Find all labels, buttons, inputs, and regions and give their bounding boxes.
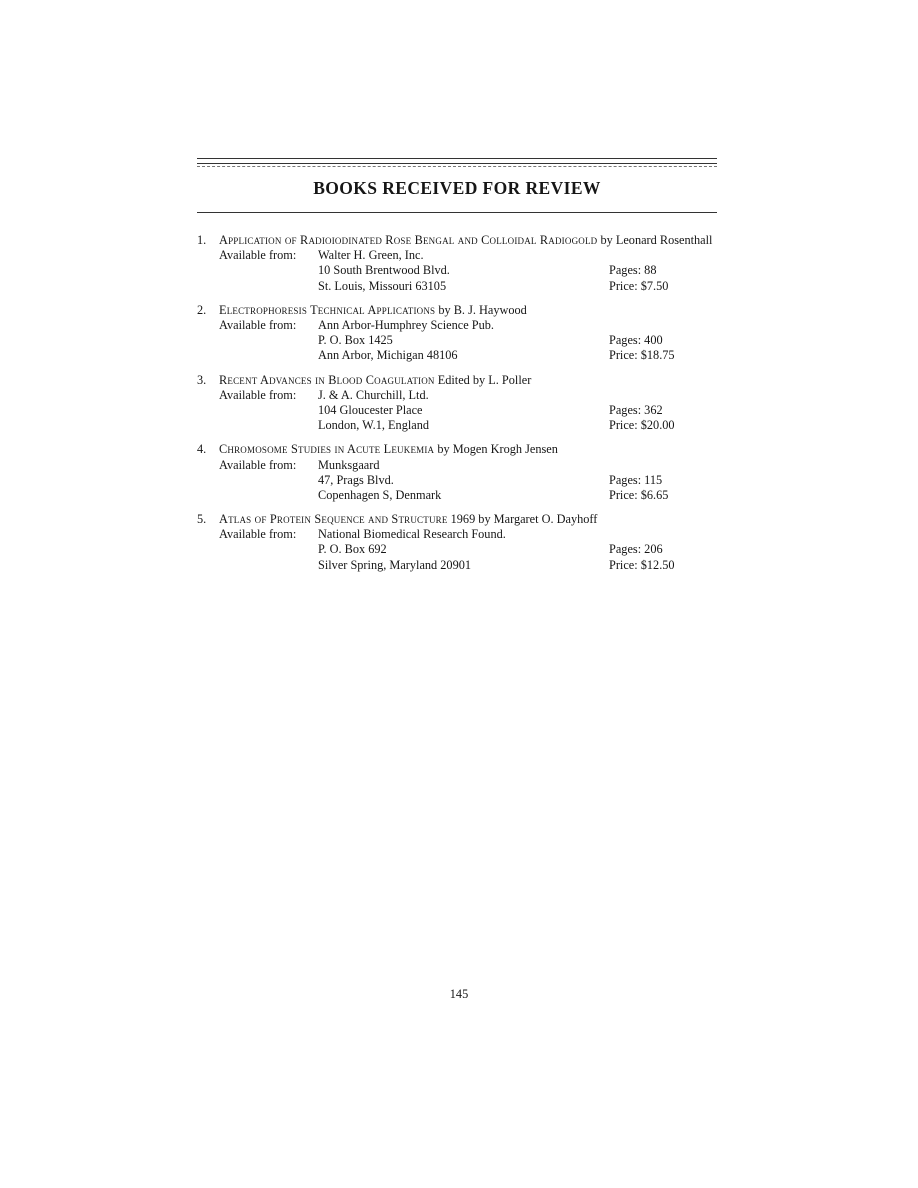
book-price: Price: $12.50 <box>609 557 675 572</box>
availability <box>197 527 717 573</box>
address-line <box>318 279 717 294</box>
address-line <box>318 403 717 418</box>
street-address: P. O. Box 1425 <box>318 333 393 348</box>
street-address: 104 Gloucester Place <box>318 402 423 417</box>
book-title: Atlas of Protein Sequence and Structure <box>219 512 448 527</box>
page-count: Pages: 362 <box>609 402 663 417</box>
book-entry <box>197 233 717 294</box>
book-heading <box>197 512 717 527</box>
publisher-address <box>318 318 717 364</box>
publisher-address <box>318 248 717 294</box>
book-title: Recent Advances in Blood Coagulation <box>219 372 435 387</box>
page-number: 145 <box>449 987 469 1001</box>
book-heading <box>197 233 717 248</box>
availability <box>197 248 717 294</box>
book-entry <box>197 512 717 573</box>
book-price: Price: $20.00 <box>609 418 675 433</box>
title-rule <box>197 212 717 213</box>
city-address: London, W.1, England <box>318 418 430 433</box>
page-count: Pages: 88 <box>609 263 657 278</box>
address-line <box>318 333 717 348</box>
street-address: 10 South Brentwood Blvd. <box>318 263 450 278</box>
available-from-label: Available from: <box>219 527 297 542</box>
page-count: Pages: 115 <box>609 472 663 487</box>
publisher-name: J. & A. Churchill, Ltd. <box>318 387 429 402</box>
book-entry <box>197 303 717 364</box>
book-heading <box>197 373 717 388</box>
address-line <box>318 558 717 573</box>
available-from-label: Available from: <box>219 457 297 472</box>
book-price: Price: $7.50 <box>609 278 669 293</box>
book-title: Application of Radioiodinated Rose Bengal and Colloidal Radiogold <box>219 233 598 247</box>
book-byline: by Leonard Rosenthall <box>597 233 713 247</box>
address-line <box>318 388 717 403</box>
entry-number: 1. <box>197 233 207 247</box>
availability <box>197 458 717 504</box>
top-rule-dashed <box>197 166 717 167</box>
book-price: Price: $6.65 <box>609 487 669 502</box>
page-content <box>197 158 717 582</box>
book-entry <box>197 373 717 434</box>
address-line <box>318 248 717 263</box>
page-count: Pages: 206 <box>609 542 663 557</box>
publisher-address <box>318 527 717 573</box>
publisher-name: National Biomedical Research Found. <box>318 527 506 542</box>
top-rule <box>197 158 717 159</box>
city-address: Ann Arbor, Michigan 48106 <box>318 348 458 363</box>
available-from-label: Available from: <box>219 317 297 332</box>
book-title: Chromosome Studies in Acute Leukemia <box>219 442 435 457</box>
book-list <box>197 233 717 573</box>
city-address: Copenhagen S, Denmark <box>318 487 442 502</box>
address-line <box>318 473 717 488</box>
publisher-name: Munksgaard <box>318 457 380 472</box>
book-byline: 1969 by Margaret O. Dayhoff <box>447 512 598 527</box>
address-line <box>318 418 717 433</box>
book-heading <box>197 442 717 457</box>
street-address: P. O. Box 692 <box>318 542 387 557</box>
available-from-label: Available from: <box>219 248 297 263</box>
city-address: Silver Spring, Maryland 20901 <box>318 557 472 572</box>
publisher-address <box>318 388 717 434</box>
availability <box>197 388 717 434</box>
book-price: Price: $18.75 <box>609 348 675 363</box>
top-rules <box>197 158 717 167</box>
book-title: Electrophoresis Technical Applications <box>219 302 436 317</box>
page-title: BOOKS RECEIVED FOR REVIEW <box>313 178 601 198</box>
entry-number: 5. <box>197 512 207 527</box>
publisher-name: Ann Arbor-Humphrey Science Pub. <box>318 317 494 332</box>
book-byline: by B. J. Haywood <box>435 302 527 317</box>
address-line <box>318 458 717 473</box>
entry-number: 4. <box>197 442 207 457</box>
availability <box>197 318 717 364</box>
city-address: St. Louis, Missouri 63105 <box>318 278 447 293</box>
address-line <box>318 348 717 363</box>
book-heading <box>197 303 717 318</box>
entry-number: 2. <box>197 302 207 317</box>
page-count: Pages: 400 <box>609 333 663 348</box>
address-line <box>318 318 717 333</box>
address-line <box>318 527 717 542</box>
book-byline: by Mogen Krogh Jensen <box>434 442 558 457</box>
book-entry <box>197 442 717 503</box>
address-line <box>318 488 717 503</box>
publisher-address <box>318 458 717 504</box>
address-line <box>318 542 717 557</box>
street-address: 47, Prags Blvd. <box>318 472 394 487</box>
top-rule-thick <box>197 163 717 164</box>
entry-number: 3. <box>197 372 207 387</box>
book-byline: Edited by L. Poller <box>434 372 532 387</box>
available-from-label: Available from: <box>219 387 297 402</box>
publisher-name: Walter H. Green, Inc. <box>318 248 424 263</box>
address-line <box>318 263 717 278</box>
